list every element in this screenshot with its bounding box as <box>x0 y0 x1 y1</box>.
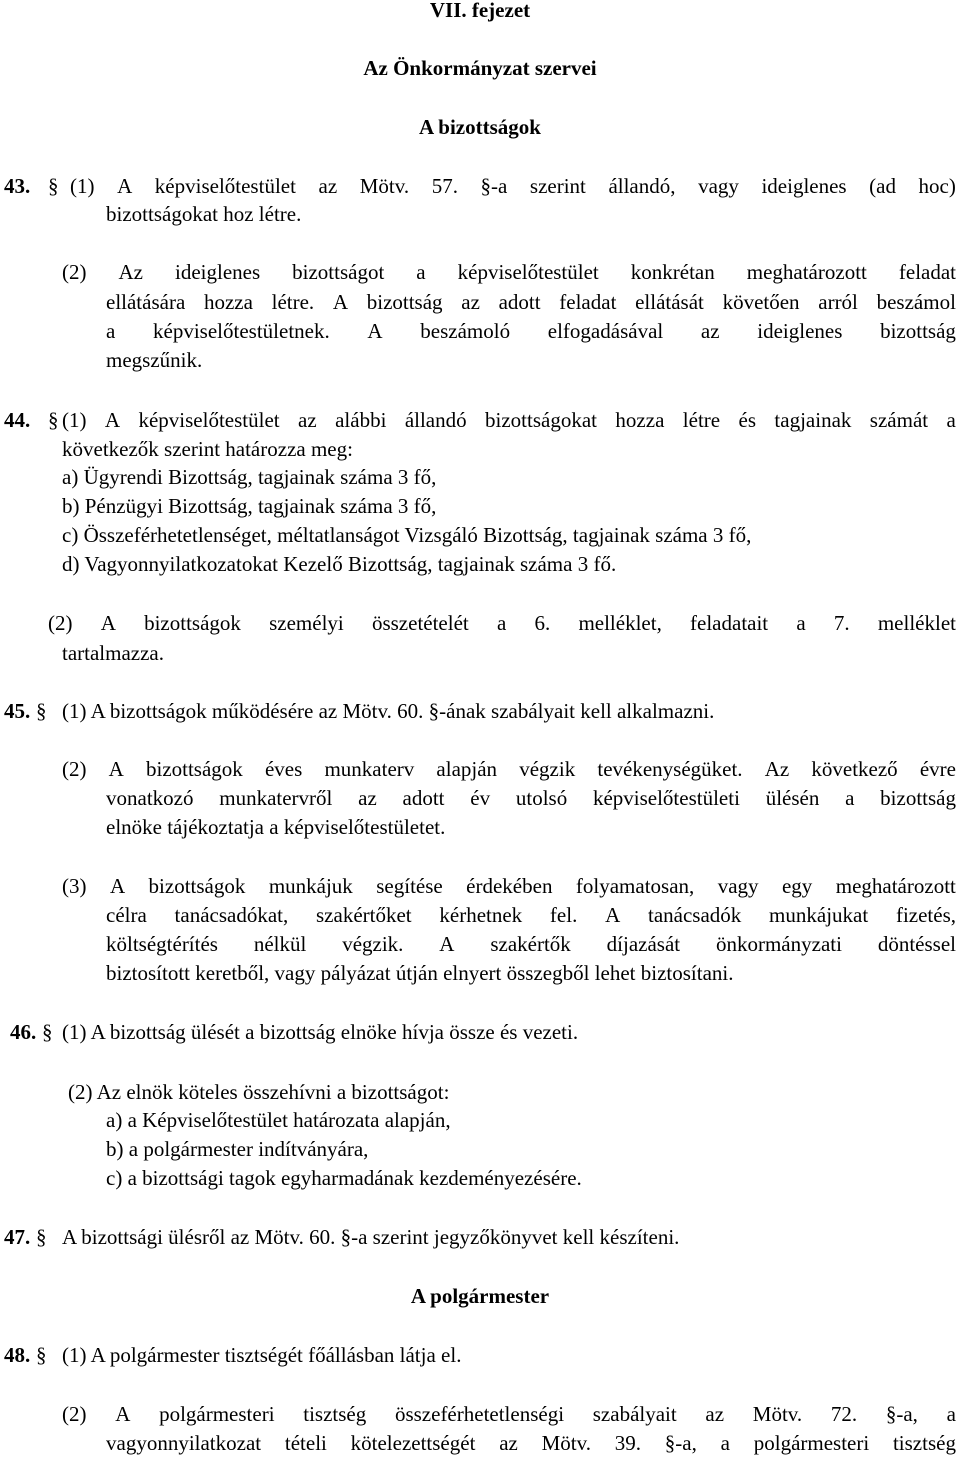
word: hoc) <box>918 174 956 198</box>
word: végzik <box>519 757 576 781</box>
paragraph-45-3-line-2 <box>106 905 956 926</box>
paragraph-46-line-1: (1) A bizottság ülését a bizottság elnöke hívja össze és vezeti. <box>62 1020 579 1044</box>
word: bizottságok <box>145 757 243 781</box>
word: feladat <box>898 260 956 284</box>
section-sign: § <box>48 174 59 198</box>
paragraph-47-line-1: A bizottsági ülésről az Mötv. 60. §-a szerint jegyzőkönyvet kell készíteni. <box>62 1225 680 1249</box>
paragraph-45-2-line-3: elnöke tájékoztatja a képviselőtestületet. <box>106 815 446 839</box>
word: munkatervről <box>219 786 333 810</box>
paragraph-44-line-1 <box>62 410 956 431</box>
word: képviselőtestület <box>138 408 280 432</box>
section-sign: § <box>42 1020 53 1044</box>
word: számát <box>869 408 929 432</box>
word: ellátását <box>635 290 704 314</box>
word: tanácsadók <box>648 903 742 927</box>
paragraph-45-line-1: (1) A bizottságok működésére az Mötv. 60. §-ának szabályait kell alkalmazni. <box>62 699 715 723</box>
list-item: a) a Képviselőtestület határozata alapján, <box>106 1108 451 1132</box>
word: arról <box>818 290 858 314</box>
word: (ad <box>869 174 896 198</box>
word: munkaterv <box>324 757 415 781</box>
word: (2) <box>62 260 87 284</box>
paragraph-44-line-2: következők szerint határozza meg: <box>62 437 353 461</box>
word: összeférhetetlenségi <box>394 1402 565 1426</box>
section-sign: § <box>36 1343 47 1367</box>
word: önkormányzati <box>715 932 842 956</box>
word: képviselőtestületi <box>592 786 740 810</box>
word: a <box>946 408 956 432</box>
word: tisztség <box>303 1402 367 1426</box>
word: tagjainak <box>774 408 852 432</box>
word: szakértők <box>490 932 571 956</box>
paragraph-48-2-line-1 <box>62 1404 956 1425</box>
word: bizottságot <box>292 260 385 284</box>
word: fel. <box>549 903 578 927</box>
chapter-title: Az Önkormányzat szervei <box>363 56 597 80</box>
word: A <box>367 319 383 343</box>
word: §-a <box>480 174 508 198</box>
word: bizottságok <box>144 611 241 635</box>
paragraph-44-2-line-1 <box>48 613 956 634</box>
word: a <box>496 611 507 635</box>
word: hozza <box>615 408 665 432</box>
word: ülésén <box>765 786 820 810</box>
paragraph-48-2-line-2 <box>106 1433 956 1454</box>
paragraph-45-3-line-4: biztosított keretből, vagy pályázat útján elnyert összegből lehet biztosítani. <box>106 961 734 985</box>
word: éves <box>264 757 303 781</box>
word: kérhetnek <box>439 903 523 927</box>
word: végzik. <box>342 932 404 956</box>
word: díjazását <box>606 932 681 956</box>
list-item: b) Pénzügyi Bizottság, tagjainak száma 3 fő, <box>62 494 437 518</box>
word: az <box>461 290 480 314</box>
word: döntéssel <box>877 932 956 956</box>
chapter-heading: VII. fejezet <box>429 0 531 22</box>
word: konkrétan <box>630 260 715 284</box>
word: (3) <box>62 874 87 898</box>
word: folyamatosan, <box>575 874 695 898</box>
paragraph-45-number <box>4 701 30 722</box>
paragraph-45-2-line-2 <box>106 788 956 809</box>
word: vagyonnyilatkozat <box>106 1431 262 1455</box>
word: a <box>845 786 855 810</box>
word: ideiglenes <box>757 319 843 343</box>
word: 57. <box>431 174 458 198</box>
section-sign: § <box>48 408 59 432</box>
word: követően <box>722 290 800 314</box>
word: (2) <box>48 611 73 635</box>
word: tevékenységüket. <box>597 757 743 781</box>
paragraph-number: 46. <box>10 1020 37 1044</box>
word: tételi <box>284 1431 327 1455</box>
list-item: d) Vagyonnyilatkozatokat Kezelő Bizottság, tagjainak száma 3 fő. <box>62 552 617 576</box>
word: vonatkozó <box>106 786 194 810</box>
word: egy <box>781 874 813 898</box>
word: következő <box>811 757 898 781</box>
word: 39. <box>614 1431 642 1455</box>
word: az <box>705 1402 725 1426</box>
word: létre <box>682 408 721 432</box>
word: bizottságokat <box>485 408 598 432</box>
word: alábbi <box>335 408 387 432</box>
paragraph-48-number <box>4 1345 30 1366</box>
word: költségtérítés <box>106 932 218 956</box>
word: beszámol <box>876 290 956 314</box>
word: ellátására <box>106 290 186 314</box>
word: Mötv. <box>359 174 410 198</box>
word: az <box>700 319 720 343</box>
word: vagy <box>698 174 739 198</box>
word: melléklet, <box>578 611 662 635</box>
paragraph-number: 44. <box>4 408 31 432</box>
word: segítése <box>376 874 443 898</box>
paragraph-43-line-1 <box>70 176 956 197</box>
word: szabályait <box>592 1402 677 1426</box>
list-item: a) Ügyrendi Bizottság, tagjainak száma 3 fő, <box>62 465 437 489</box>
word: állandó, <box>608 174 676 198</box>
paragraph-45-3-line-3 <box>106 934 956 955</box>
word: A <box>108 757 124 781</box>
word: munkájuk <box>268 874 353 898</box>
paragraph-number: 43. <box>4 174 31 198</box>
paragraph-47-number <box>4 1227 30 1248</box>
word: A <box>104 408 121 432</box>
paragraph-44-2-line-2: tartalmazza. <box>62 641 165 665</box>
section-sign: § <box>36 699 47 723</box>
word: 7. <box>833 611 850 635</box>
section-sign: § <box>36 1225 47 1249</box>
word: célra <box>106 903 147 927</box>
word: kötelezettségét <box>350 1431 476 1455</box>
word: és <box>738 408 757 432</box>
word: hozza <box>203 290 253 314</box>
word: évre <box>919 757 956 781</box>
paragraph-45-2-line-1 <box>62 759 956 780</box>
word: tisztség <box>892 1431 956 1455</box>
word: elfogadásával <box>547 319 664 343</box>
word: érdekében <box>466 874 553 898</box>
word: bizottság <box>880 786 956 810</box>
word: (1) <box>70 174 95 198</box>
section-heading-polgarmester: A polgármester <box>410 1284 550 1308</box>
word: §-a, <box>885 1402 918 1426</box>
word: az <box>298 408 317 432</box>
paragraph-44-number <box>4 410 30 431</box>
word: az <box>318 174 338 198</box>
word: feladatait <box>690 611 769 635</box>
paragraph-48-line-1: (1) A polgármester tisztségét főállásban látja el. <box>62 1343 462 1367</box>
word: Az <box>764 757 790 781</box>
word: beszámoló <box>420 319 511 343</box>
paragraph-number: 48. <box>4 1343 31 1367</box>
word: tanácsadókat, <box>174 903 289 927</box>
paragraph-45-3-line-1 <box>62 876 956 897</box>
word: (1) <box>62 408 87 432</box>
word: munkájukat <box>769 903 869 927</box>
paragraph-43-number <box>4 176 30 197</box>
word: képviselőtestület <box>154 174 296 198</box>
word: utolsó <box>515 786 568 810</box>
list-item: b) a polgármester indítványára, <box>106 1137 369 1161</box>
word: adott <box>498 290 541 314</box>
word: meghatározott <box>835 874 956 898</box>
word: polgármesteri <box>753 1431 870 1455</box>
list-item: c) Összeférhetetlenséget, méltatlanságot Vizsgáló Bizottság, tagjainak száma 3 fő, <box>62 523 752 547</box>
word: adott <box>402 786 445 810</box>
word: A <box>109 874 126 898</box>
word: fizetés, <box>895 903 956 927</box>
word: 72. <box>830 1402 858 1426</box>
paragraph-number: 47. <box>4 1225 31 1249</box>
word: A <box>605 903 621 927</box>
word: (2) <box>62 1402 87 1426</box>
word: bizottság <box>880 319 956 343</box>
word: feladat <box>559 290 617 314</box>
word: bizottság <box>366 290 443 314</box>
word: szerint <box>529 174 586 198</box>
word: Az <box>118 260 143 284</box>
word: a <box>796 611 806 635</box>
word: állandó <box>404 408 467 432</box>
paragraph-43-line-2: bizottságokat hoz létre. <box>106 202 302 226</box>
word: nélkül <box>253 932 307 956</box>
word: §-a, <box>664 1431 697 1455</box>
word: melléklet <box>877 611 956 635</box>
word: a <box>106 319 116 343</box>
word: Mötv. <box>541 1431 592 1455</box>
word: (2) <box>62 757 87 781</box>
word: képviselőtestületnek. <box>153 319 330 343</box>
word: az <box>499 1431 518 1455</box>
list-item: c) a bizottsági tagok egyharmadának kezdeményezésére. <box>106 1166 582 1190</box>
paragraph-46-number <box>10 1022 36 1043</box>
word: polgármesteri <box>159 1402 275 1426</box>
word: a <box>946 1402 956 1426</box>
word: A <box>117 174 133 198</box>
section-heading-bizottsagok: A bizottságok <box>419 115 541 139</box>
word: bizottságok <box>148 874 246 898</box>
word: létre. <box>271 290 315 314</box>
word: a <box>416 260 426 284</box>
word: Mötv. <box>752 1402 803 1426</box>
paragraph-46-2-line-1: (2) Az elnök köteles összehívni a bizottságot: <box>68 1080 450 1104</box>
word: A <box>332 290 349 314</box>
word: ideiglenes <box>175 260 261 284</box>
word: személyi <box>269 611 344 635</box>
word: 6. <box>534 611 551 635</box>
word: képviselőtestület <box>457 260 599 284</box>
paragraph-43-2-line-3 <box>106 321 956 342</box>
word: alapján <box>436 757 498 781</box>
word: ideiglenes <box>761 174 847 198</box>
word: A <box>100 611 116 635</box>
word: összetételét <box>371 611 469 635</box>
paragraph-number: 45. <box>4 699 31 723</box>
paragraph-43-2-line-2 <box>106 292 956 313</box>
word: év <box>470 786 491 810</box>
paragraph-43-2-line-4: megszűnik. <box>106 348 203 372</box>
word: meghatározott <box>746 260 867 284</box>
word: A <box>115 1402 131 1426</box>
word: az <box>358 786 377 810</box>
paragraph-43-2-line-1 <box>62 262 956 283</box>
word: szakértőket <box>316 903 412 927</box>
word: a <box>720 1431 730 1455</box>
word: A <box>439 932 455 956</box>
word: vagy <box>717 874 759 898</box>
